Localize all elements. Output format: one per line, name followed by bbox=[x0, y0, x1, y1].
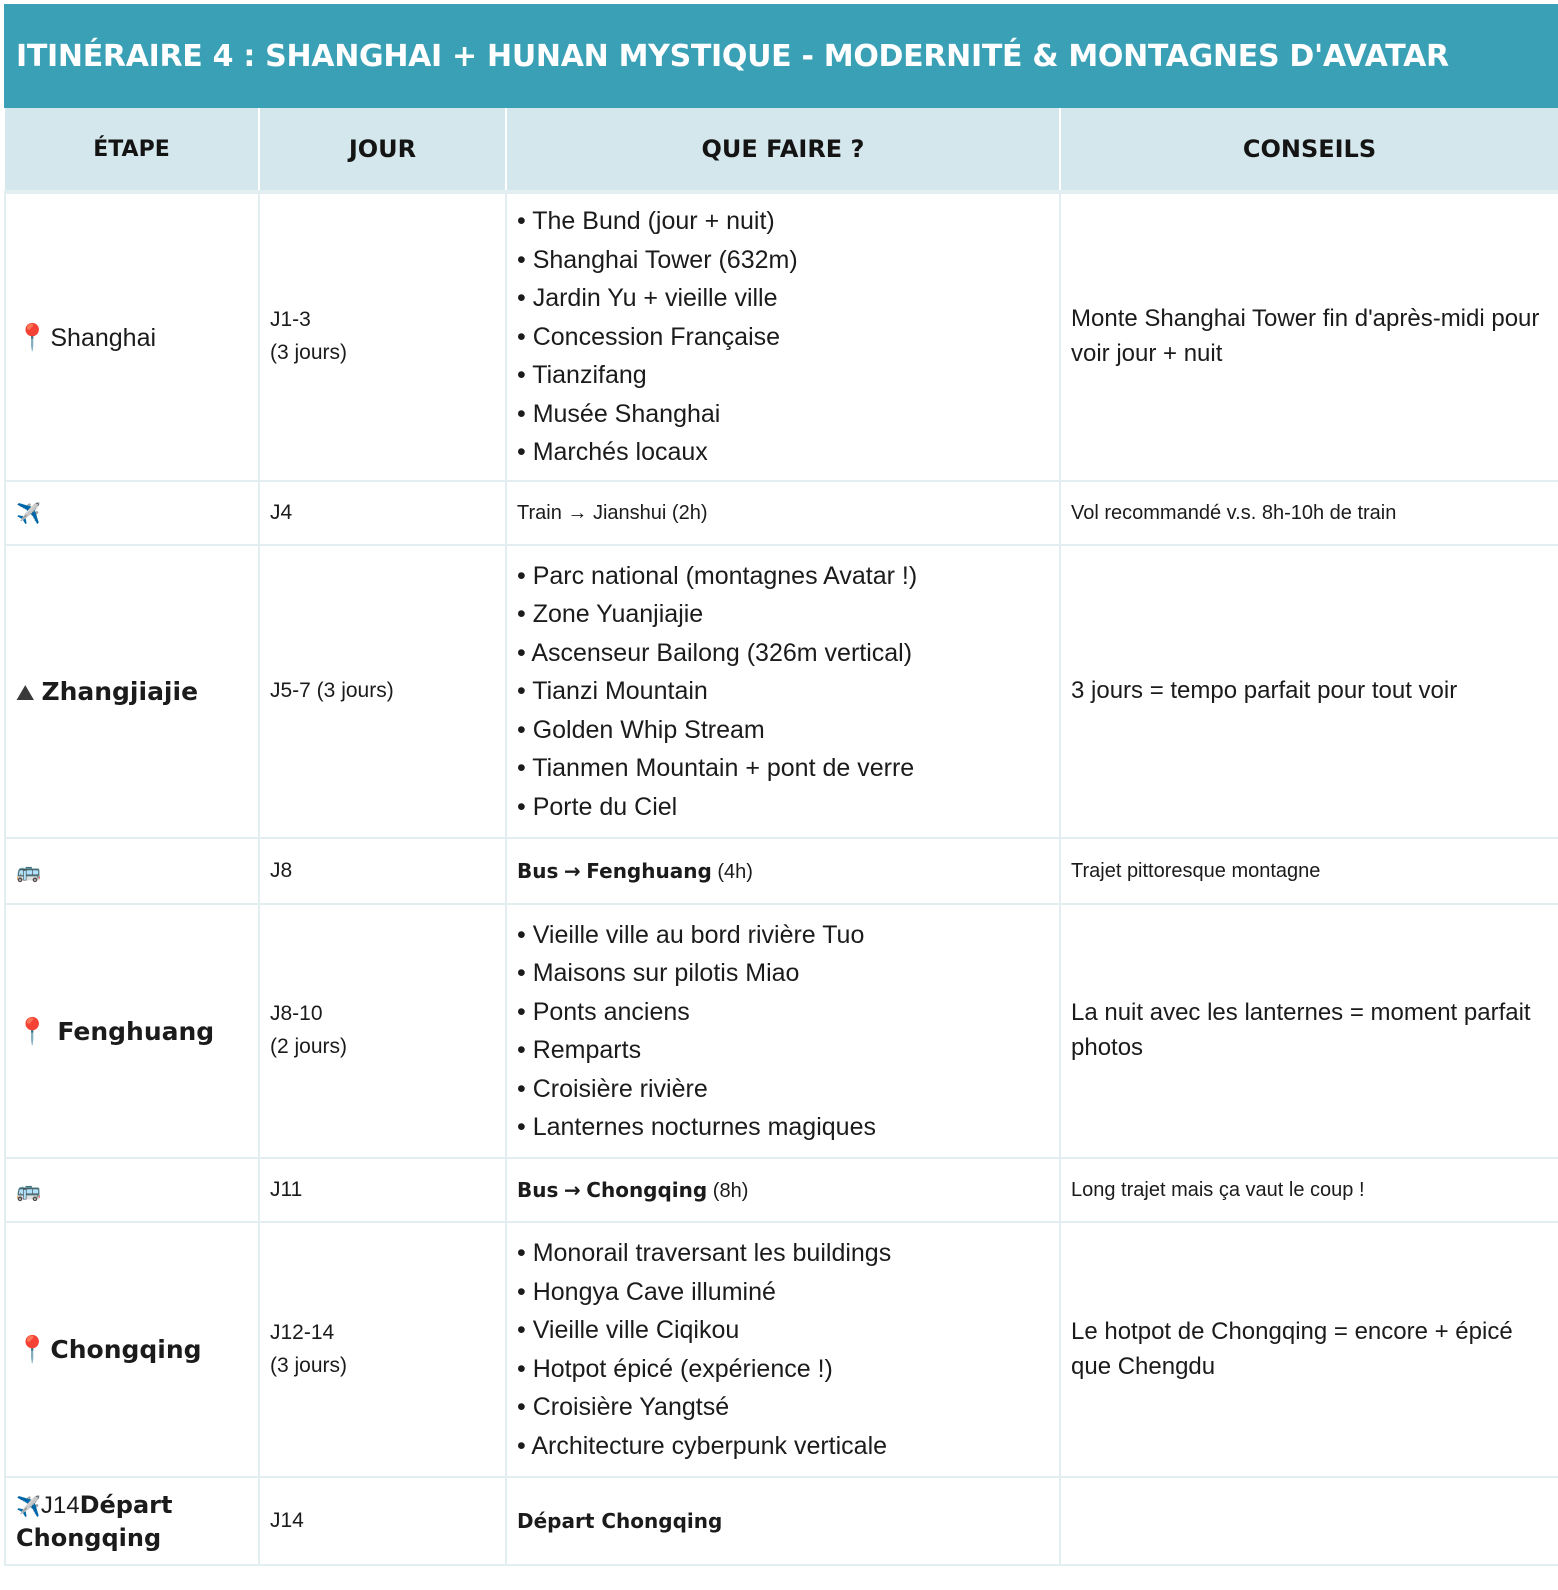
conseil-cell: Trajet pittoresque montagne bbox=[1060, 838, 1558, 904]
header-quefaire: QUE FAIRE ? bbox=[506, 108, 1060, 192]
table-row bbox=[5, 481, 1558, 545]
itinerary-table bbox=[4, 108, 1558, 1566]
list-item: • Parc national (montagnes Avatar !) bbox=[517, 557, 1049, 596]
etape-name: Zhangjiajie bbox=[41, 676, 199, 706]
transport-cell: Bus → Fenghuang (4h) bbox=[506, 838, 1060, 904]
list-item: • Concession Française bbox=[517, 318, 1049, 357]
header-etape: ÉTAPE bbox=[5, 108, 259, 192]
conseil-cell: Long trajet mais ça vaut le coup ! bbox=[1060, 1158, 1558, 1222]
activity-list bbox=[517, 202, 1049, 472]
jour-cell: J8 bbox=[259, 838, 506, 904]
list-item: • Croisière Yangtsé bbox=[517, 1388, 1049, 1427]
list-item: • Monorail traversant les buildings bbox=[517, 1234, 1049, 1273]
transport-dest: Fenghuang bbox=[586, 858, 712, 883]
jour-duration: (3 jours) bbox=[270, 341, 348, 364]
conseil-cell: Le hotpot de Chongqing = encore + épicé que Chengdu bbox=[1060, 1222, 1558, 1477]
list-item: • Zone Yuanjiajie bbox=[517, 595, 1049, 634]
activities-cell bbox=[506, 192, 1060, 481]
transport-duration: (8h) bbox=[712, 1179, 749, 1202]
conseil-cell: 3 jours = tempo parfait pour tout voir bbox=[1060, 545, 1558, 838]
header-jour: JOUR bbox=[259, 108, 506, 192]
airplane-icon: ✈️ bbox=[16, 503, 41, 526]
airplane-icon: ✈️ bbox=[16, 1493, 41, 1518]
list-item: • Hongya Cave illuminé bbox=[517, 1273, 1049, 1312]
etape-name: ✈️J14Départ Chongqing bbox=[16, 1490, 173, 1552]
table-row bbox=[5, 1222, 1558, 1477]
map-pin-icon: 📍 bbox=[16, 1334, 49, 1364]
activities-cell bbox=[506, 904, 1060, 1158]
list-item: • Ponts anciens bbox=[517, 993, 1049, 1032]
list-item: • Tianmen Mountain + pont de verre bbox=[517, 749, 1049, 788]
list-item: • Vieille ville Ciqikou bbox=[517, 1311, 1049, 1350]
jour-range: J8-10 bbox=[270, 1002, 323, 1026]
table-row bbox=[5, 838, 1558, 904]
list-item: • Croisière rivière bbox=[517, 1070, 1049, 1109]
list-item: • Shanghai Tower (632m) bbox=[517, 241, 1049, 280]
jour-cell bbox=[259, 1222, 506, 1477]
jour-duration: (2 jours) bbox=[270, 1035, 348, 1058]
table-row bbox=[5, 1158, 1558, 1222]
transport-mode: Bus bbox=[517, 858, 559, 883]
jour-range: J1-3 bbox=[270, 308, 311, 332]
etape-cell bbox=[5, 1158, 259, 1222]
jour-duration: (3 jours) bbox=[270, 1353, 348, 1377]
list-item: • Maisons sur pilotis Miao bbox=[517, 954, 1049, 993]
transport-dest: Jianshui bbox=[592, 502, 667, 524]
transport-duration: (4h) bbox=[717, 860, 753, 883]
list-item: • Ascenseur Bailong (326m vertical) bbox=[517, 634, 1049, 673]
list-item: • Golden Whip Stream bbox=[517, 711, 1049, 750]
list-item: • Lanternes nocturnes magiques bbox=[517, 1108, 1049, 1147]
transport-mode: Bus bbox=[517, 1177, 559, 1202]
jour-cell: J14 bbox=[259, 1477, 506, 1565]
transport-dest: Chongqing bbox=[586, 1177, 708, 1202]
activity-list bbox=[517, 557, 1049, 827]
list-item: • Architecture cyberpunk verticale bbox=[517, 1427, 1049, 1466]
bus-icon: 🚌 bbox=[16, 861, 41, 884]
quefaire-cell: Départ Chongqing bbox=[506, 1477, 1060, 1565]
list-item: • Hotpot épicé (expérience !) bbox=[517, 1350, 1049, 1389]
etape-name: Shanghai bbox=[50, 323, 157, 352]
table-row bbox=[5, 1477, 1558, 1565]
jour-cell: J11 bbox=[259, 1158, 506, 1222]
conseil-cell bbox=[1060, 1477, 1558, 1565]
jour-cell: J4 bbox=[259, 481, 506, 545]
jour-cell bbox=[259, 192, 506, 481]
mountain-icon: ⛰ bbox=[16, 679, 35, 705]
etape-name: Chongqing bbox=[50, 1335, 202, 1364]
etape-cell bbox=[5, 838, 259, 904]
jour-cell bbox=[259, 904, 506, 1158]
activities-cell bbox=[506, 1222, 1060, 1477]
bus-icon: 🚌 bbox=[16, 1180, 41, 1203]
page-title: ITINÉRAIRE 4 : SHANGHAI + HUNAN MYSTIQUE - MODERNITÉ & MONTAGNES D'AVATAR bbox=[4, 4, 1558, 108]
etape-cell bbox=[5, 192, 259, 481]
table-header-row bbox=[5, 108, 1558, 192]
etape-cell bbox=[5, 545, 259, 838]
conseil-cell: La nuit avec les lanternes = moment parfait photos bbox=[1060, 904, 1558, 1158]
etape-cell bbox=[5, 481, 259, 545]
conseil-cell: Monte Shanghai Tower fin d'après-midi pour voir jour + nuit bbox=[1060, 192, 1558, 481]
table-row bbox=[5, 192, 1558, 481]
list-item: • Tianzifang bbox=[517, 356, 1049, 395]
etape-cell bbox=[5, 1477, 259, 1565]
transport-duration: (2h) bbox=[671, 502, 708, 524]
map-pin-icon: 📍 bbox=[16, 1015, 49, 1046]
transport-cell: Train → Jianshui (2h) bbox=[506, 481, 1060, 545]
list-item: • Tianzi Mountain bbox=[517, 672, 1049, 711]
activity-list bbox=[517, 1234, 1049, 1465]
header-conseils: CONSEILS bbox=[1060, 108, 1558, 192]
activity-list bbox=[517, 916, 1049, 1147]
conseil-cell: Vol recommandé v.s. 8h-10h de train bbox=[1060, 481, 1558, 545]
etape-name: Fenghuang bbox=[57, 1016, 215, 1046]
list-item: • Remparts bbox=[517, 1031, 1049, 1070]
list-item: • The Bund (jour + nuit) bbox=[517, 202, 1049, 241]
transport-cell: Bus → Chongqing (8h) bbox=[506, 1158, 1060, 1222]
etape-cell bbox=[5, 904, 259, 1158]
table-row bbox=[5, 545, 1558, 838]
list-item: • Porte du Ciel bbox=[517, 788, 1049, 827]
jour-cell: J5-7 (3 jours) bbox=[259, 545, 506, 838]
table-row bbox=[5, 904, 1558, 1158]
list-item: • Vieille ville au bord rivière Tuo bbox=[517, 916, 1049, 955]
activities-cell bbox=[506, 545, 1060, 838]
jour-range: J12-14 bbox=[270, 1320, 335, 1344]
map-pin-icon: 📍 bbox=[16, 321, 49, 352]
list-item: • Jardin Yu + vieille ville bbox=[517, 279, 1049, 318]
list-item: • Marchés locaux bbox=[517, 433, 1049, 472]
etape-cell bbox=[5, 1222, 259, 1477]
list-item: • Musée Shanghai bbox=[517, 395, 1049, 434]
transport-mode: Train bbox=[517, 502, 562, 524]
